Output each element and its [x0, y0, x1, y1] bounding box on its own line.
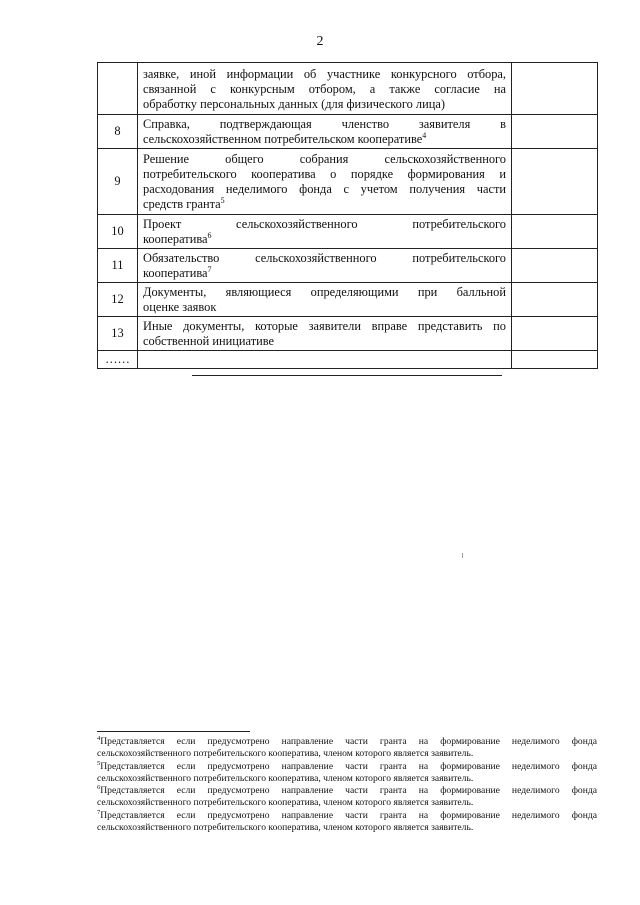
footnote-mark: 6 [97, 784, 101, 791]
document-name-text: связанной с конкурсным отбором, а также согласие на [143, 81, 506, 96]
document-name-line [143, 217, 506, 232]
document-name-text: заявке, иной информации об участнике конкурсного отбора, [143, 66, 506, 81]
end-of-table-rule [192, 375, 502, 376]
document-name-line [143, 82, 506, 97]
mark-cell [512, 149, 598, 215]
table-row [98, 63, 598, 115]
mark-cell [512, 283, 598, 317]
row-number: 12 [98, 283, 138, 317]
document-name-line [143, 300, 506, 315]
footnote-text: Представляется если предусмотрено направление части гранта на формирование неделимого фонда сельскохозяйственного потребительского кооператива, членом которого является заявитель. [97, 785, 597, 809]
document-name-text: сельскохозяйственном потребительском кооперативе [143, 132, 423, 146]
mark-cell [512, 115, 598, 149]
document-name-line [143, 266, 506, 281]
document-name-line [143, 67, 506, 82]
document-name-line [143, 285, 506, 300]
document-name-line [143, 117, 506, 132]
document-name-line [143, 319, 506, 334]
footnote-mark: 5 [97, 759, 101, 767]
mark-cell [512, 215, 598, 249]
mark-cell [512, 249, 598, 283]
page-number: 2 [316, 34, 324, 49]
document-name-text: кооператива [143, 266, 208, 280]
document-name [138, 115, 512, 149]
document-name [138, 351, 512, 369]
footnote-6 [97, 785, 597, 810]
scan-artifact-mark [462, 553, 463, 558]
row-number: 8 [98, 115, 138, 149]
table-row [98, 249, 598, 283]
footnote-text: Представляется если предусмотрено направление части гранта на формирование неделимого фонда сельскохозяйственного потребительского кооператива, членом которого является заявитель. [97, 736, 597, 760]
footnote-separator [97, 731, 250, 732]
document-name-line [143, 132, 506, 147]
footnote-reference: 4 [422, 130, 427, 140]
document-name [138, 149, 512, 215]
document-name-line [143, 197, 506, 212]
footnotes [97, 736, 597, 834]
documents-table-body [98, 63, 598, 369]
document-name-text: Решение общего собрания сельскохозяйственного [143, 152, 506, 166]
footnote-7 [97, 810, 597, 835]
document-name-text: потребительского кооператива о порядке формирования и [143, 167, 506, 181]
row-number: 9 [98, 149, 138, 215]
footnote-4 [97, 736, 597, 761]
row-number [98, 63, 138, 115]
document-name-line [143, 334, 506, 349]
document-name-text: кооператива [143, 232, 208, 246]
document-name-text: Проект сельскохозяйственного потребительского [143, 217, 506, 231]
table-row [98, 215, 598, 249]
documents-table [97, 62, 598, 369]
document-name-text: Иные документы, которые заявители вправе представить по [143, 319, 506, 333]
document-name-line [143, 167, 506, 182]
table-row [98, 283, 598, 317]
document-name [138, 63, 512, 115]
document-name [138, 317, 512, 351]
table-row [98, 351, 598, 369]
footnote-reference: 7 [207, 264, 212, 274]
document-name-text: Документы, являющиеся определяющими при балльной [143, 285, 506, 299]
row-number: 13 [98, 317, 138, 351]
footnote-reference: 6 [207, 230, 212, 240]
mark-cell [512, 317, 598, 351]
mark-cell [512, 351, 598, 369]
table-row [98, 149, 598, 215]
document-name-line [143, 232, 506, 247]
document-name [138, 283, 512, 317]
document-name-line [143, 97, 506, 112]
document-name-text: Обязательство сельскохозяйственного потребительского [143, 251, 506, 265]
document-name-text: средств гранта [143, 197, 221, 211]
document-name-text: обработку персональных данных (для физического лица) [143, 96, 445, 111]
document-name [138, 249, 512, 283]
footnote-mark: 7 [97, 808, 101, 816]
document-name [138, 215, 512, 249]
document-name-line [143, 251, 506, 266]
document-name-text: оценке заявок [143, 300, 217, 314]
footnote-text: Представляется если предусмотрено направление части гранта на формирование неделимого фонда сельскохозяйственного потребительского кооператива, членом которого является заявитель. [97, 809, 597, 834]
document-name-line [143, 152, 506, 167]
table-row [98, 115, 598, 149]
document-name-text: собственной инициативе [143, 334, 275, 348]
document-name-text: расходования неделимого фонда с учетом получения части [143, 182, 506, 196]
row-number: 10 [98, 215, 138, 249]
footnote-5 [97, 761, 597, 786]
footnote-text: Представляется если предусмотрено направление части гранта на формирование неделимого фонда сельскохозяйственного потребительского кооператива, членом которого является заявитель. [97, 760, 597, 784]
table-row [98, 317, 598, 351]
row-number: 11 [98, 249, 138, 283]
footnote-reference: 5 [220, 195, 225, 205]
row-number: …… [98, 351, 138, 369]
document-name-line [143, 182, 506, 197]
mark-cell [512, 63, 598, 115]
footnote-mark: 4 [97, 734, 101, 742]
document-name-text: Справка, подтверждающая членство заявителя в [143, 117, 506, 131]
